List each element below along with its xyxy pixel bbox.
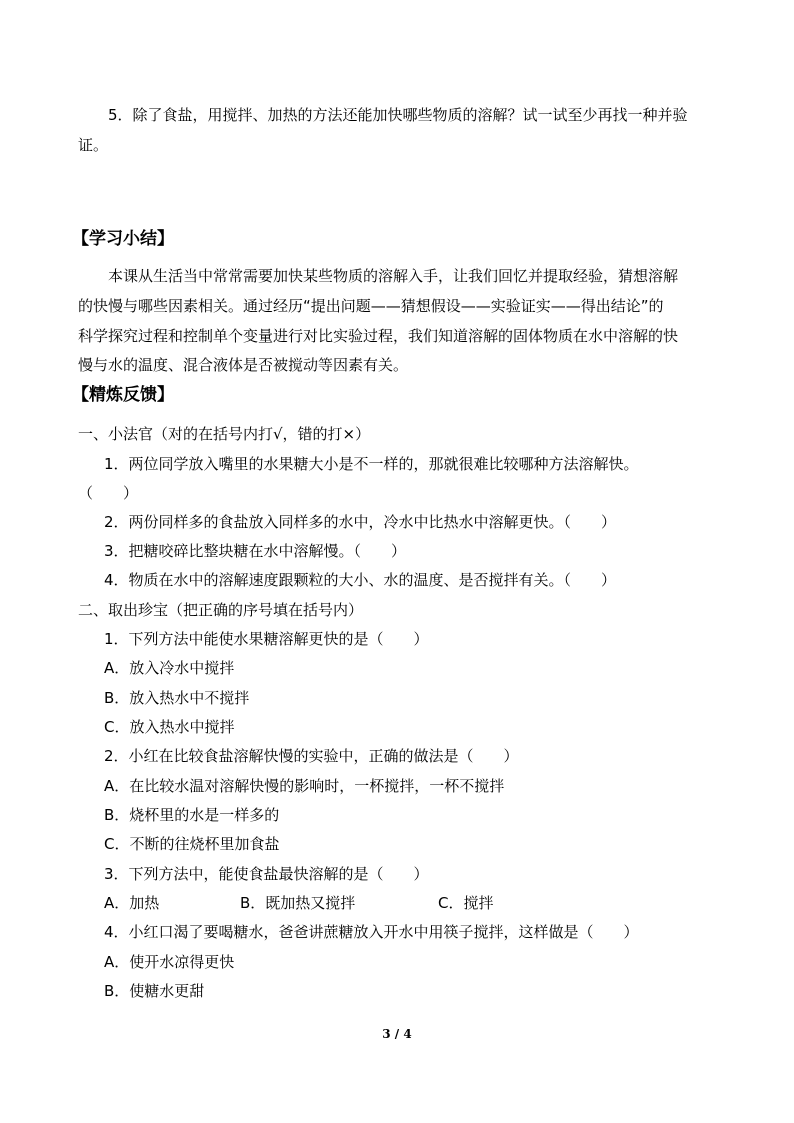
part1-item-3: 3．把糖咬碎比整块糖在水中溶解慢。（ ）: [104, 542, 407, 560]
page-number: 3 / 4: [382, 1027, 412, 1041]
question-5-line-2: 证。: [78, 136, 109, 154]
part2-q3: 3．下列方法中，能使食盐最快溶解的是（ ）: [104, 865, 429, 883]
part1-item-2: 2．两份同样多的食盐放入同样多的水中，冷水中比热水中溶解更快。（ ）: [104, 513, 617, 531]
part1-item-4: 4．物质在水中的溶解速度跟颗粒的大小、水的温度、是否搅拌有关。（ ）: [104, 571, 617, 589]
part2-q4-option-b: B．使糖水更甜: [104, 982, 205, 1000]
part2-q1-option-b: B．放入热水中不搅拌: [104, 689, 250, 707]
part2-q1: 1．下列方法中能使水果糖溶解更快的是（ ）: [104, 630, 429, 648]
summary-line-3: 科学探究过程和控制单个变量进行对比实验过程，我们知道溶解的固体物质在水中溶解的快: [78, 327, 679, 345]
part1-item-1-bracket: （ ）: [78, 484, 139, 502]
part2-q4: 4．小红口渴了要喝糖水，爸爸讲蔗糖放入开水中用筷子搅拌，这样做是（ ）: [104, 923, 639, 941]
summary-heading: 【学习小结】: [72, 229, 174, 249]
feedback-heading: 【精炼反馈】: [72, 385, 174, 405]
part1-item-1: 1．两位同学放入嘴里的水果糖大小是不一样的，那就很难比较哪种方法溶解快。: [104, 455, 639, 473]
part2-q3-option-b: B．既加热又搅拌: [240, 894, 356, 912]
question-5-line-1: 5．除了食盐，用搅拌、加热的方法还能加快哪些物质的溶解？试一试至少再找一种并验: [108, 106, 688, 124]
part1-title: 一、小法官（对的在括号内打√，错的打×）: [78, 425, 371, 443]
part2-q2: 2．小红在比较食盐溶解快慢的实验中，正确的做法是（ ）: [104, 747, 519, 765]
part2-title: 二、取出珍宝（把正确的序号填在括号内）: [78, 601, 364, 619]
summary-line-1: 本课从生活当中常常需要加快某些物质的溶解入手，让我们回忆并提取经验，猜想溶解: [108, 267, 679, 285]
summary-line-4: 慢与水的温度、混合液体是否被搅动等因素有关。: [78, 356, 409, 374]
summary-line-2: 的快慢与哪些因素相关。通过经历“提出问题——猜想假设——实验证实——得出结论”的: [78, 297, 664, 315]
part2-q2-option-c: C．不断的往烧杯里加食盐: [104, 835, 280, 853]
part2-q4-option-a: A．使开水凉得更快: [104, 953, 235, 971]
part2-q1-option-c: C．放入热水中搅拌: [104, 718, 235, 736]
part2-q2-option-a: A．在比较水温对溶解快慢的影响时，一杯搅拌，一杯不搅拌: [104, 777, 505, 795]
part2-q2-option-b: B．烧杯里的水是一样多的: [104, 806, 280, 824]
part2-q1-option-a: A．放入冷水中搅拌: [104, 659, 235, 677]
part2-q3-option-c: C．搅拌: [438, 894, 494, 912]
part2-q3-option-a: A．加热: [104, 894, 160, 912]
